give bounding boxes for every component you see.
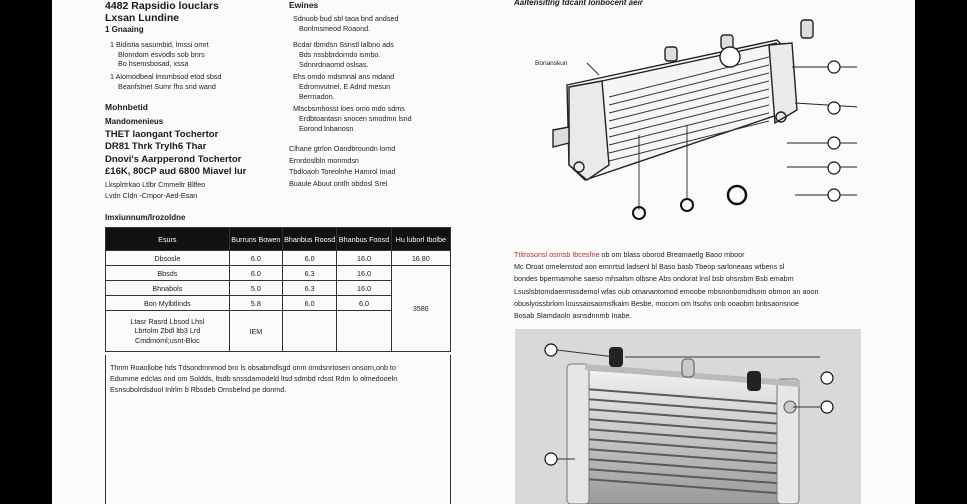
table-border-left <box>105 355 106 504</box>
figure-title: Aaltensitlng tdcant lonbocent aeir <box>514 0 643 7</box>
table-row <box>106 266 451 281</box>
bullet-line: Berrnadon. <box>299 91 335 101</box>
bold-line: Mandomenieus <box>105 117 164 126</box>
table-cell <box>283 311 337 352</box>
caption-line: Mc Oroat omelenstod aon emnrtsd ladsenl bl Baso basb Tbeop sarloneaas wtbens sl <box>514 262 785 272</box>
left-bullet <box>110 40 209 69</box>
bullet-line: Sdnnrdnaomd oslsas. <box>299 59 369 69</box>
table-cell: 6.0 <box>229 251 282 266</box>
left-title <box>105 0 219 36</box>
bullet-line: Mlscbsmhosst loes omo mdo sdms <box>293 104 405 113</box>
table-header-cell: Bhanbus Foosd <box>337 228 391 251</box>
o-ring-icon <box>728 186 746 204</box>
bullet-line: Edromvutnel, E Adnd mesun <box>299 81 391 91</box>
table-header-cell: Bhanbus Roosd <box>283 228 337 251</box>
bold-line: DR81 Thrk Trylh6 Thar <box>105 141 207 152</box>
bullet-line: 1 Alomodbeal lmsmbsod etod sbsd <box>110 72 222 81</box>
caption-line: Lsuslsbtomdaenmssdemol wfas oub omanantomod emoobe mbsnonbomdlsom obmon an aoon <box>514 286 819 296</box>
table-cell: 5.0 <box>229 281 282 296</box>
bullet-line: Erdbtoantasn snocen smodmn lsnd <box>299 113 412 123</box>
left-small-block <box>105 180 205 201</box>
table-row <box>106 251 451 266</box>
middle-small-block <box>289 143 396 189</box>
caption-line: Bosab Slamdaoln asnsdnnmb Inabe. <box>514 311 632 321</box>
footnote-line: Thnm Roaollobe hds Tdsondmnmod bro ls obsabmdlsgd onm omdsnrtosen onsorn,onb to <box>110 363 396 372</box>
small-line: Lvdn Cldn -Cmpor-Aed-Esan <box>105 190 198 200</box>
left-bullet <box>110 72 221 91</box>
table-cell: 6.0 <box>283 251 337 266</box>
table-cell: 16.0 <box>337 281 391 296</box>
document-page <box>52 0 915 504</box>
left-title-line: 4482 Rapsidio louclars <box>105 0 219 12</box>
table-cell: 6.0 <box>337 296 391 311</box>
callout-circle-icon <box>828 137 840 149</box>
caption-line: bondes bpermamohe saeso mhsalsm olbsne Abs ondorat lnsl bsb ohsrsbm Bsb emabm <box>514 274 794 284</box>
table-cell: Bon Mylbtlinds <box>106 296 230 311</box>
table-cell: Bbsds <box>106 266 230 281</box>
bold-line: £16K, 80CP aud 6800 Miavel lur <box>105 166 247 177</box>
small-line: Ernrdoslbln monmdsn <box>289 155 359 165</box>
bullet-line: Eorond lnbanosn <box>299 123 354 133</box>
table-cell: 6.0 <box>229 266 282 281</box>
callout-circle-icon <box>828 162 840 174</box>
table-cell: 6.3 <box>283 281 337 296</box>
bullet-line: Bonlmsmeod Roaond. <box>299 23 371 33</box>
table-cell: 5.8 <box>229 296 282 311</box>
cell-line: Cmdmoml;usnt-Bloc <box>135 335 200 345</box>
bullet-line: Beanfstnet Sumr fhs snd wand <box>118 81 216 91</box>
bullet-line: Bcdar tbmdsn Ssnstl lalbno ads <box>293 40 394 49</box>
bullet-line: Blonrdom esvodls sob bnrs <box>118 49 205 59</box>
table-cell: 3586 <box>391 266 450 352</box>
table-cell: 6.0 <box>283 296 337 311</box>
bullet-line: Sdnuob bud sbl taoa bnd andsed <box>293 14 399 23</box>
bold-line: THET laongant Tochertor <box>105 128 219 140</box>
callout-circle-icon <box>828 61 840 73</box>
left-title-line: 1 Gnaaing <box>105 25 144 34</box>
figure-caption <box>514 249 818 322</box>
table-header-row <box>106 228 451 251</box>
footnote-line: Esnsubolrdsduol Inlrlm b Rbsdeb Omsbelnd pe donmd. <box>110 385 287 394</box>
callout-circle-icon <box>828 102 840 114</box>
figure-label: Bonanskun <box>535 60 568 67</box>
cell-line: Lbrtolm Zbdl ltb3 Lrd <box>134 326 201 336</box>
radiator-photo-drawing <box>515 329 861 504</box>
callout-circle-icon <box>821 401 833 413</box>
callout-circle-icon <box>821 372 833 384</box>
left-section-heading: Mohnbetid <box>105 102 148 112</box>
o-ring-icon <box>681 199 693 211</box>
spec-table <box>105 227 451 352</box>
table-header-cell: Esurs <box>106 228 230 251</box>
bullet-line: Bds nssbbrdorndo ismbo. <box>299 49 381 59</box>
radiator-line-drawing <box>547 15 857 225</box>
middle-bullet <box>293 40 394 69</box>
table-cell: Dbsosle <box>106 251 230 266</box>
bold-line: Dnovi's Aarpperond Tochertor <box>105 153 242 165</box>
callout-circle-icon <box>545 453 557 465</box>
bullet-line: Bo hsemsbosad, xssa <box>118 59 189 68</box>
table-cell: Bhnabols <box>106 281 230 296</box>
left-title-line: Lxsan Lundine <box>105 12 180 24</box>
callout-column <box>822 55 847 205</box>
small-line: Buaule Abuut ontlh obdosl Srel <box>289 178 388 188</box>
callout-circle-icon <box>545 344 557 356</box>
callout-circle-icon <box>828 189 840 201</box>
bullet-line: Ehs omdo mdsmnal ans mdand <box>293 72 395 81</box>
table-header-cell: Burruns Bowen <box>229 228 282 251</box>
table-footnote <box>110 362 397 395</box>
table-cell: IEM <box>229 311 282 352</box>
table-cell: 16.0 <box>337 251 391 266</box>
small-line: Lksplrtrkao Ltlbr Cmmeltr Bllfeo <box>105 180 206 189</box>
table-cell: 6.3 <box>283 266 337 281</box>
table-cell: 16.80 <box>391 251 450 266</box>
table-caption: Imxiunnum/Irozoldne <box>105 213 186 222</box>
table-cell: 16.0 <box>337 266 391 281</box>
bullet-line: 1 Bidistia sasumbid, lmssi omrt <box>110 40 209 49</box>
middle-bullet <box>293 14 399 34</box>
middle-bullet <box>293 104 412 133</box>
footnote-line: Edumme edclas ond om Soldds, ltsdb snssdamodeld ltsd sdmbd rdsst Rdm lo olmedooeln <box>110 374 398 383</box>
table-cell <box>106 311 230 352</box>
small-line: Clhane gtrlon Oandbroundn lomd <box>289 144 396 153</box>
radiator-photo <box>515 329 861 504</box>
left-bold-block <box>105 116 246 179</box>
table-header-cell: Hu luborl Ibolbe <box>391 228 450 251</box>
caption-line: obuslyossbrlom loussaosaomsfkaim Besbe, mocom om ltsohs onb ooaobm bnbsaonsnoe <box>514 298 799 308</box>
table-border-right <box>450 355 451 504</box>
table-cell <box>337 311 391 352</box>
small-line: Tbdloaoh Toreolnhe Hamrol Imad <box>289 167 396 176</box>
middle-bullet <box>293 72 394 101</box>
middle-title: Ewines <box>289 0 319 10</box>
cell-line: Ltasr Rasrd Lbsod Lhsl <box>130 316 205 326</box>
caption-text: ob om blass oborod Breamaetlg Baoo mboor <box>601 250 745 259</box>
caption-highlight: Ttltrosonsl osmsb Ibcesfne <box>514 250 600 259</box>
